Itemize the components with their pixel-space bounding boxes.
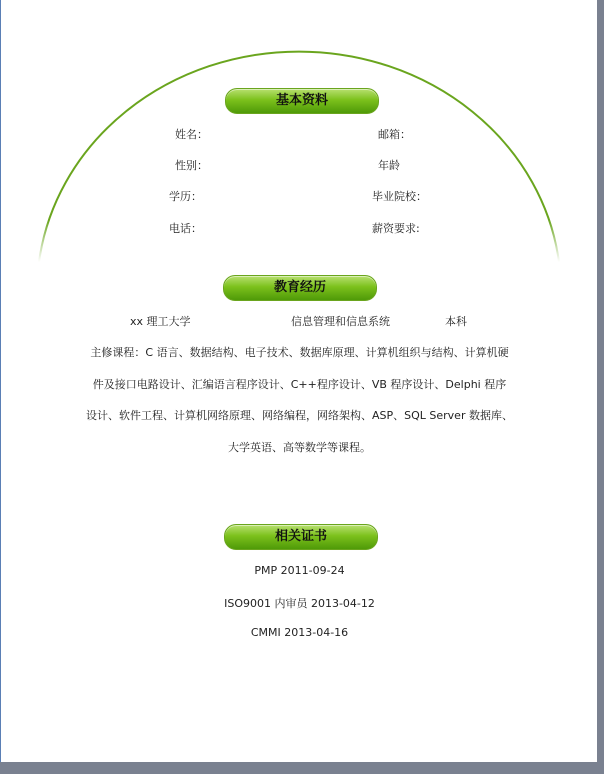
- certificate-item: ISO9001 内审员 2013-04-12: [224, 597, 375, 610]
- courses-line-1: 主修课程：C 语言、数据结构、电子技术、数据库原理、计算机组织与结构、计算机硬: [90, 346, 509, 359]
- page-shadow-right: [597, 0, 604, 774]
- section-title-education: 教育经历: [223, 275, 377, 301]
- section-title-certificates: 相关证书: [224, 524, 378, 550]
- page-shadow-bottom: [0, 762, 604, 774]
- education-major: 信息管理和信息系统: [291, 315, 390, 328]
- gender-label: 性别：: [175, 159, 208, 172]
- age-label: 年龄: [378, 159, 400, 172]
- certificate-item: PMP 2011-09-24: [254, 564, 345, 577]
- certificate-item: CMMI 2013-04-16: [250, 626, 349, 639]
- courses-line-3: 设计、软件工程、计算机网络原理、网络编程，网络架构、ASP、SQL Server 数据库、: [86, 409, 513, 422]
- degree-label: 学历：: [169, 190, 202, 203]
- section-title-basic-info: 基本资料: [225, 88, 379, 114]
- phone-label: 电话：: [169, 222, 202, 235]
- school-label: 毕业院校：: [372, 190, 427, 203]
- email-label: 邮箱：: [378, 128, 411, 141]
- decorative-arc: [1, 0, 598, 270]
- courses-line-4: 大学英语、高等数学等课程。: [228, 441, 371, 454]
- name-label: 姓名：: [175, 128, 208, 141]
- education-school: xx 理工大学: [130, 315, 191, 328]
- courses-line-2: 件及接口电路设计、汇编语言程序设计、C++程序设计、VB 程序设计、Delphi 程序: [92, 378, 507, 391]
- salary-label: 薪资要求:: [372, 222, 420, 235]
- education-degree: 本科: [445, 315, 467, 328]
